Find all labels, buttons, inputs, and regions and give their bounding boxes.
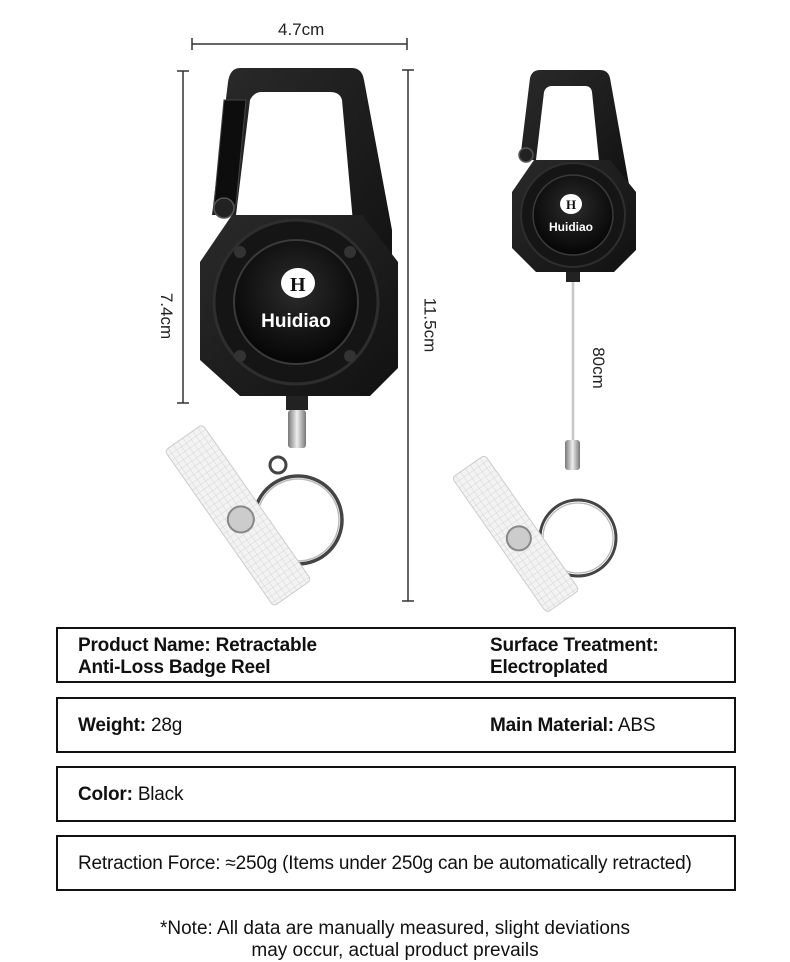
footnote (0, 918, 790, 962)
cord-length-label: 80cm (588, 347, 608, 389)
spec-row-name-surface (56, 627, 736, 683)
product-name-line2: Anti-Loss Badge Reel (78, 657, 271, 678)
spec-row-retraction (56, 835, 736, 891)
material-label: Main Material: (490, 715, 614, 736)
total-height-dimension-line (402, 70, 414, 601)
brand-logo-large: Huidiao (261, 311, 331, 332)
svg-text:H: H (566, 197, 577, 212)
width-label: 4.7cm (278, 20, 325, 39)
spec-row-color (56, 766, 736, 822)
surface-treatment-value: Electroplated (490, 657, 608, 678)
svg-text:H: H (290, 274, 306, 296)
color-label: Color: (78, 784, 133, 805)
large-badge-reel (165, 68, 398, 606)
weight-value: 28g (145, 715, 183, 736)
footnote-line2: may occur, actual product prevails (251, 940, 539, 961)
footnote-line1: *Note: All data are manually measured, slight deviations (160, 918, 630, 939)
color-value: Black (132, 784, 184, 805)
spec-row-weight-material (56, 697, 736, 753)
material-value: ABS (613, 715, 656, 736)
reel-height-label: 7.4cm (157, 292, 177, 340)
total-height-label: 11.5cm (420, 297, 440, 353)
brand-logo-small: Huidiao (549, 220, 593, 234)
product-name-line1: Product Name: Retractable (78, 635, 317, 656)
reel-height-dimension-line (177, 71, 189, 403)
weight-label: Weight: (78, 715, 146, 736)
small-badge-reel (452, 70, 636, 613)
surface-treatment-label: Surface Treatment: (490, 635, 659, 656)
retraction-force-text: Retraction Force: ≈250g (Items under 250g can be automatically retracted) (78, 853, 692, 874)
